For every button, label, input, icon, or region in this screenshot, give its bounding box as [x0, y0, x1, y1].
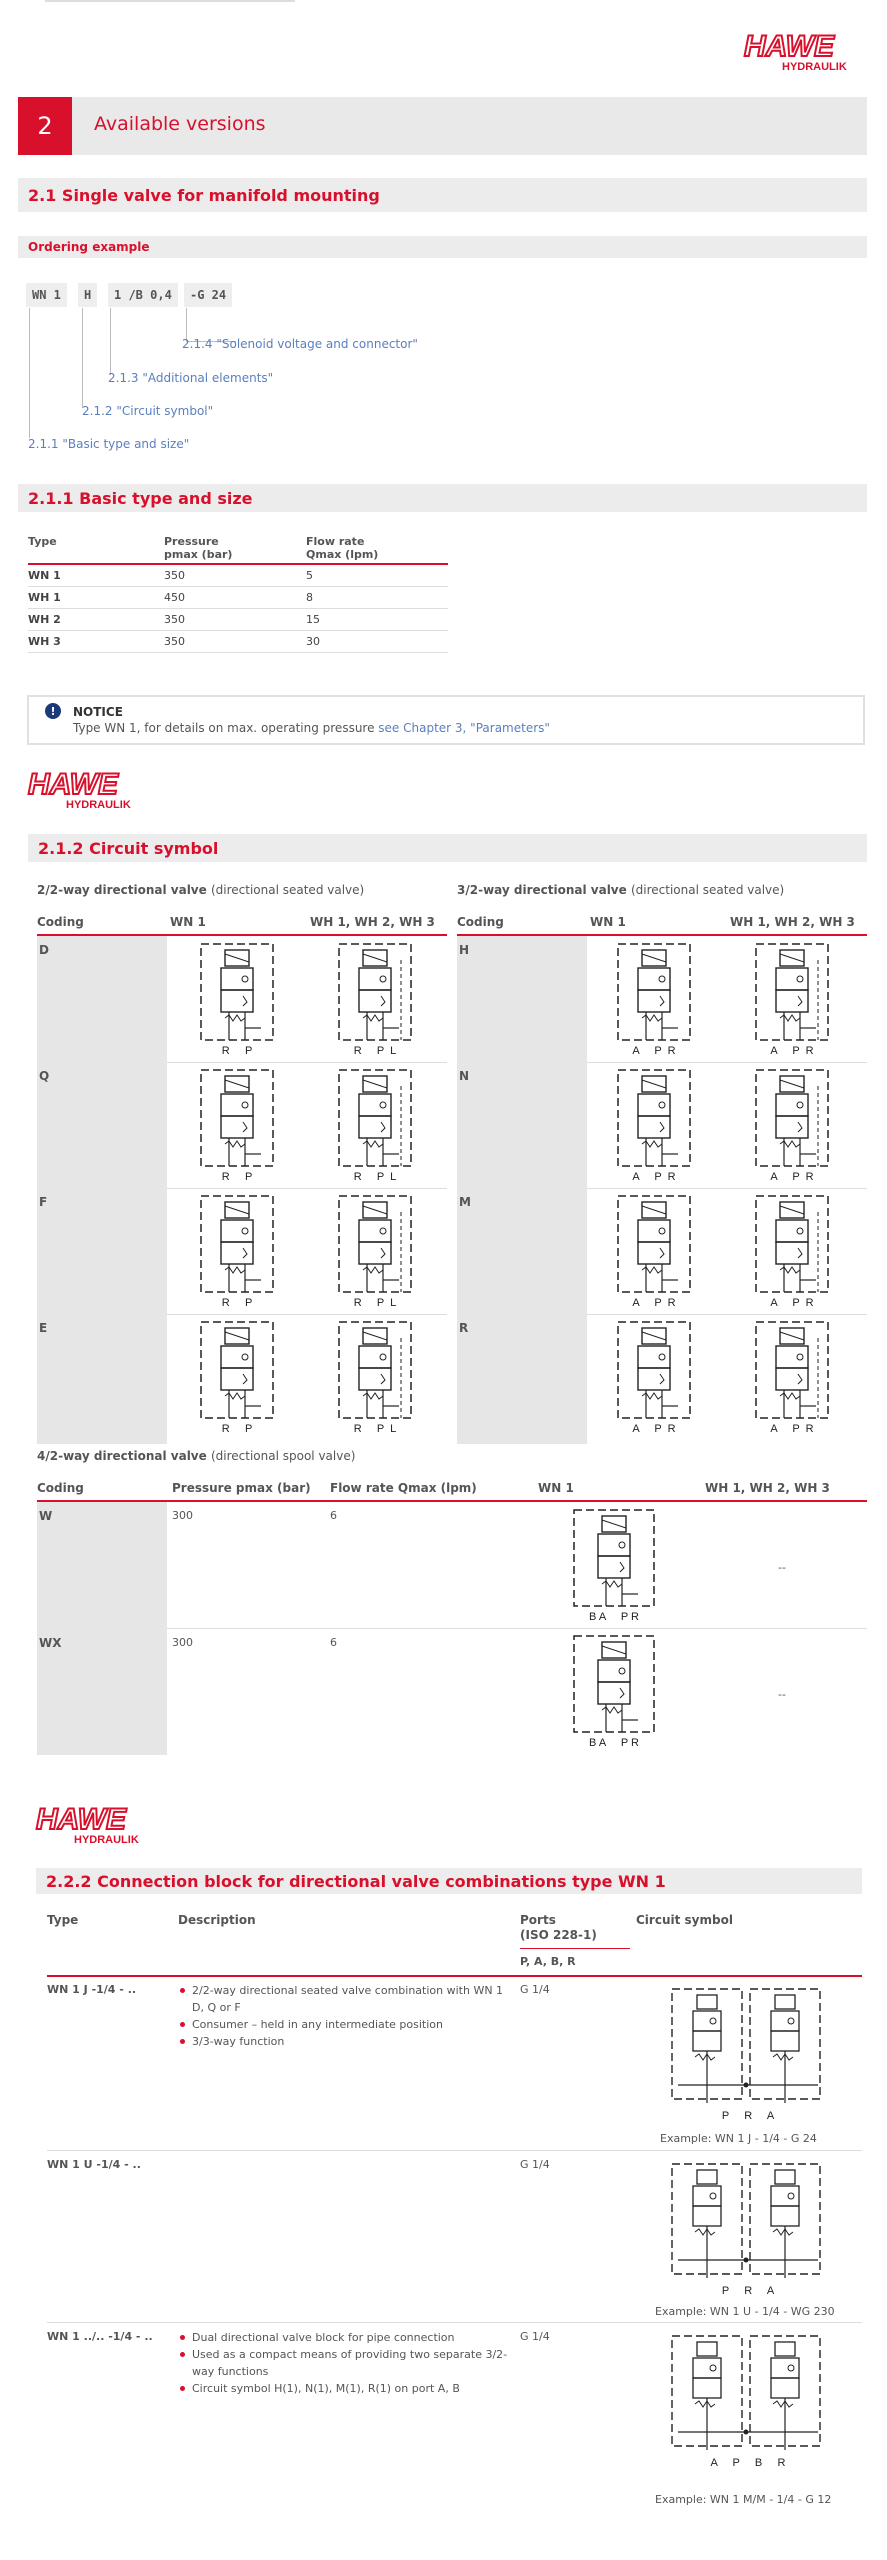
port-size: G 1/4	[520, 2158, 550, 2171]
svg-text:A P R: A P R	[770, 1423, 814, 1435]
section-2-2-2-title: 2.2.2 Connection block for directional valve combinations type WN 1	[36, 1868, 862, 1894]
svg-text:B A P R: B A P R	[589, 1737, 639, 1749]
row-divider	[587, 1314, 867, 1315]
order-code-voltage: -G 24	[184, 283, 232, 307]
list-item: 2/2-way directional seated valve combination with WN 1 D, Q or F	[178, 1982, 513, 2016]
notice-title: NOTICE	[73, 705, 123, 719]
wh-value: --	[778, 1561, 786, 1574]
col-wn1: WN 1	[170, 915, 206, 929]
port-size: G 1/4	[520, 1983, 550, 1996]
coding-r: R	[459, 1321, 469, 1335]
svg-text:A P R: A P R	[770, 1297, 814, 1309]
circuit-symbol-wh	[752, 940, 832, 1061]
section-2-1-2-title: 2.1.2 Circuit symbol	[28, 834, 867, 862]
circuit-symbol-wn1	[614, 1066, 694, 1187]
col-wn1: WN 1	[590, 915, 626, 929]
circuit-symbol-combination	[668, 1985, 828, 2128]
row-divider	[587, 1188, 867, 1189]
table-row: WN 1 350 5	[28, 564, 448, 587]
flow-value: 6	[330, 1636, 337, 1649]
ports-rule	[520, 1948, 630, 1949]
order-code-type: WN 1	[26, 283, 67, 307]
type-wn1-j: WN 1 J -1/4 - ..	[47, 1983, 137, 1996]
table-row: WH 3 350 30	[28, 631, 448, 653]
coding-f: F	[39, 1195, 48, 1209]
col-coding: Coding	[37, 1481, 84, 1495]
list-item: 3/3-way function	[178, 2033, 513, 2050]
circuit-symbol-wh	[335, 1318, 415, 1439]
four-way-heading: 4/2-way directional valve (directional spool valve)	[37, 1449, 356, 1463]
three-way-heading: 3/2-way directional valve (directional seated valve)	[457, 883, 785, 897]
description-list	[178, 1982, 513, 2050]
col-wh: WH 1, WH 2, WH 3	[705, 1481, 830, 1495]
logo-sub: HYDRAULIK	[66, 799, 131, 811]
circuit-symbol-4-2	[570, 1632, 658, 1753]
svg-text:A P B R: A P B R	[710, 2457, 786, 2469]
svg-text:A P R: A P R	[632, 1171, 676, 1183]
svg-text:P R A: P R A	[721, 2110, 775, 2122]
svg-text:A P R: A P R	[632, 1297, 676, 1309]
svg-text:P R A: P R A	[721, 2285, 775, 2297]
svg-text:R P: R P	[221, 1423, 253, 1435]
order-code-coding: H	[78, 283, 97, 307]
col-type: Type	[47, 1913, 79, 1927]
svg-text:R P: R P	[221, 1045, 253, 1057]
coding-m: M	[459, 1195, 471, 1209]
circuit-symbol-combination	[668, 2160, 828, 2303]
top-rule	[45, 0, 295, 2]
circuit-symbol-wh	[752, 1318, 832, 1439]
hawe-logo	[742, 30, 872, 74]
type-wn1-u: WN 1 U -1/4 - ..	[47, 2158, 141, 2171]
coding-w: W	[39, 1509, 53, 1523]
ordering-example-label: Ordering example	[18, 236, 867, 258]
col-circuit-symbol: Circuit symbol	[636, 1913, 733, 1927]
row-divider	[167, 1628, 867, 1629]
row-divider	[47, 2322, 862, 2323]
circuit-symbol-wn1	[614, 1192, 694, 1313]
example-label: Example: WN 1 J - 1/4 - G 24	[660, 2132, 817, 2145]
circuit-symbol-wn1	[197, 1192, 277, 1313]
svg-text:R P L: R P L	[353, 1297, 397, 1309]
section-2-1-1-title: 2.1.1 Basic type and size	[18, 484, 867, 512]
col-flow: Flow rate Qmax (lpm)	[330, 1481, 477, 1495]
svg-text:HAWE: HAWE	[744, 30, 834, 63]
coding-column	[37, 936, 167, 1444]
pressure-value: 300	[172, 1636, 193, 1649]
list-item: Used as a compact means of providing two separate 3/2-way functions	[178, 2346, 513, 2380]
ref-2-1-3[interactable]: 2.1.3 "Additional elements"	[108, 371, 274, 385]
circuit-symbol-wh	[335, 940, 415, 1061]
description-list	[178, 2329, 513, 2397]
row-divider	[167, 1188, 447, 1189]
circuit-symbol-wn1	[614, 1318, 694, 1439]
notice-link[interactable]: see Chapter 3, "Parameters"	[378, 721, 550, 735]
logo-sub: HYDRAULIK	[782, 61, 847, 73]
order-code-additional: 1 /B 0,4	[108, 283, 178, 307]
section-2-1-title: 2.1 Single valve for manifold mounting	[18, 178, 867, 212]
col-ports-list: P, A, B, R	[520, 1955, 576, 1968]
col-wh: WH 1, WH 2, WH 3	[730, 915, 855, 929]
hawe-logo	[26, 768, 156, 815]
table-row: WH 1 450 8	[28, 587, 448, 609]
circuit-symbol-wn1	[197, 1318, 277, 1439]
wh-value: --	[778, 1688, 786, 1701]
circuit-symbol-wn1	[197, 1066, 277, 1187]
coding-q: Q	[39, 1069, 50, 1083]
col-flow: Flow rate Qmax (lpm)	[306, 533, 448, 564]
col-type: Type	[28, 533, 164, 564]
col-pressure: Pressure pmax (bar)	[164, 533, 306, 564]
svg-text:HAWE: HAWE	[36, 1803, 126, 1836]
svg-text:R P L: R P L	[353, 1423, 397, 1435]
svg-text:R P L: R P L	[353, 1171, 397, 1183]
row-divider	[587, 1062, 867, 1063]
col-wh: WH 1, WH 2, WH 3	[310, 915, 435, 929]
coding-column	[457, 936, 587, 1444]
example-label: Example: WN 1 M/M - 1/4 - G 12	[655, 2493, 832, 2506]
two-way-heading: 2/2-way directional valve (directional seated valve)	[37, 883, 365, 897]
list-item: Consumer – held in any intermediate position	[178, 2016, 513, 2033]
circuit-symbol-wh	[752, 1066, 832, 1187]
chapter-number: 2	[18, 97, 72, 155]
svg-text:A P R: A P R	[770, 1171, 814, 1183]
coding-e: E	[39, 1321, 48, 1335]
header-rule	[47, 1975, 862, 1977]
notice-text: Type WN 1, for details on max. operating pressure see Chapter 3, "Parameters"	[73, 721, 550, 735]
tree-line	[82, 308, 83, 408]
hawe-logo	[34, 1803, 164, 1850]
svg-text:HAWE: HAWE	[28, 768, 118, 801]
row-divider	[167, 1062, 447, 1063]
tree-line	[29, 308, 30, 438]
circuit-symbol-wh	[752, 1192, 832, 1313]
coding-d: D	[39, 943, 49, 957]
coding-h: H	[459, 943, 470, 957]
row-divider	[47, 2150, 862, 2151]
svg-text:A P R: A P R	[632, 1423, 676, 1435]
svg-text:A P R: A P R	[770, 1045, 814, 1057]
coding-wx: WX	[39, 1636, 62, 1650]
info-icon: !	[45, 703, 61, 719]
tree-line	[110, 308, 111, 375]
row-divider	[167, 1314, 447, 1315]
type-wn1-dual: WN 1 ../.. -1/4 - ..	[47, 2330, 153, 2343]
col-wn1: WN 1	[538, 1481, 574, 1495]
svg-text:R P L: R P L	[353, 1045, 397, 1057]
svg-text:B A P R: B A P R	[589, 1611, 639, 1623]
svg-text:R P: R P	[221, 1171, 253, 1183]
ref-2-1-2[interactable]: 2.1.2 "Circuit symbol"	[82, 404, 214, 418]
circuit-symbol-wn1	[614, 940, 694, 1061]
col-coding: Coding	[457, 915, 504, 929]
circuit-symbol-4-2	[570, 1506, 658, 1627]
col-coding: Coding	[37, 915, 84, 929]
circuit-symbol-wh	[335, 1066, 415, 1187]
logo-sub: HYDRAULIK	[74, 1834, 139, 1846]
col-ports: Ports (ISO 228-1)	[520, 1913, 597, 1942]
chapter-header	[18, 97, 867, 155]
chapter-title: Available versions	[94, 113, 266, 135]
circuit-symbol-wn1	[197, 940, 277, 1061]
notice-box	[27, 695, 865, 745]
table-row: WH 2 350 15	[28, 609, 448, 631]
example-label: Example: WN 1 U - 1/4 - WG 230	[655, 2305, 835, 2318]
basic-type-table	[28, 533, 448, 653]
port-size: G 1/4	[520, 2330, 550, 2343]
list-item: Circuit symbol H(1), N(1), M(1), R(1) on port A, B	[178, 2380, 513, 2397]
flow-value: 6	[330, 1509, 337, 1522]
ref-2-1-4[interactable]: 2.1.4 "Solenoid voltage and connector"	[182, 337, 418, 351]
coding-n: N	[459, 1069, 470, 1083]
circuit-symbol-combination	[668, 2332, 828, 2475]
ref-2-1-1[interactable]: 2.1.1 "Basic type and size"	[28, 437, 190, 451]
circuit-symbol-wh	[335, 1192, 415, 1313]
svg-text:R P: R P	[221, 1297, 253, 1309]
col-pressure: Pressure pmax (bar)	[172, 1481, 311, 1495]
list-item: Dual directional valve block for pipe connection	[178, 2329, 513, 2346]
pressure-value: 300	[172, 1509, 193, 1522]
svg-text:A P R: A P R	[632, 1045, 676, 1057]
col-description: Description	[178, 1913, 256, 1927]
coding-column	[37, 1502, 167, 1755]
